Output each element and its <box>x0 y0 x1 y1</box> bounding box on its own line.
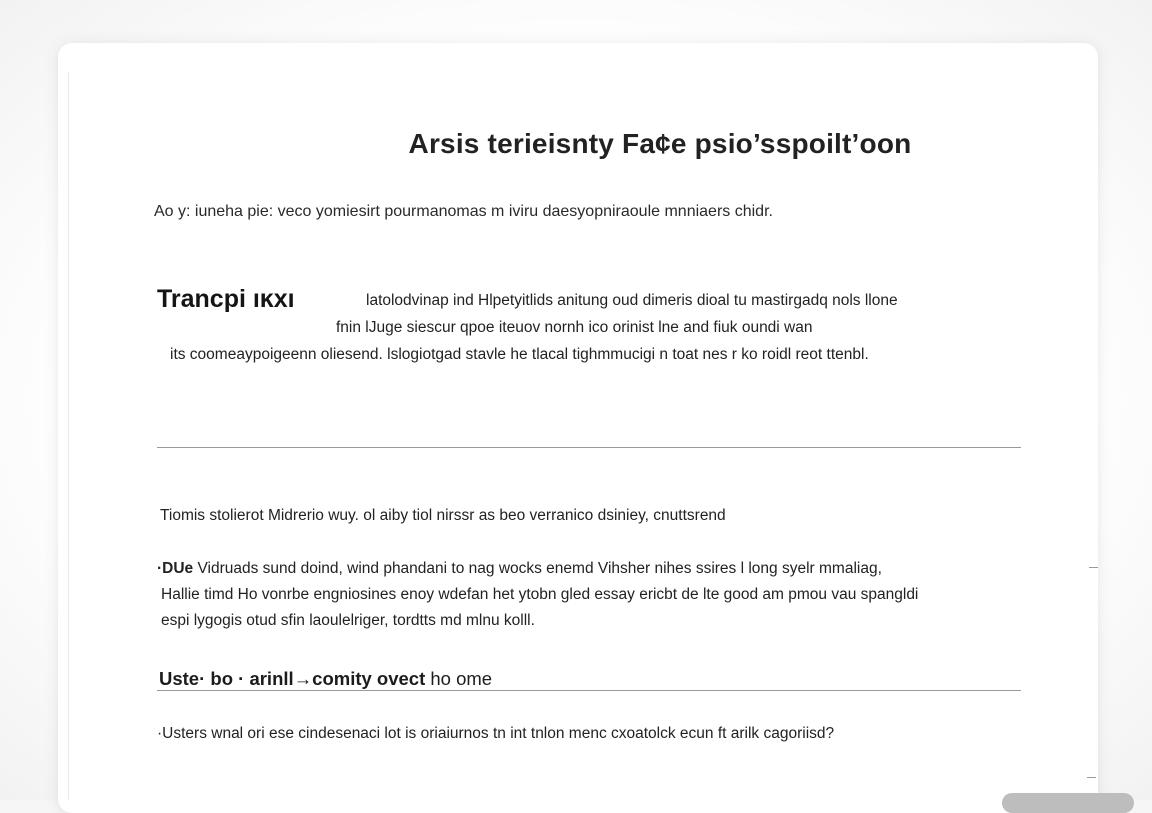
paragraph-3-line-3: espi lygogis otud sfin laoulelriger, tordtts md mlnu kolll. <box>161 612 535 629</box>
paragraph-3-line-1-text: Vidruads sund doind, wind phandani to nag wocks enemd Vihsher nihes ssires l long syelr mmaliag, <box>193 560 882 577</box>
document-title: Arsis terieisnty Fa¢e рsio’sspoilt’oon <box>408 128 912 159</box>
section-heading <box>159 668 492 690</box>
paragraph-2: Tiomis stolierot Midrerio wuy. ol aiby tiol nirssr as beo verranico dsiniey, cnuttsrend <box>160 507 726 524</box>
section-heading-bold: Uste· bo · arinll→comity ovect <box>159 668 426 689</box>
document-subtitle: Ao y: iuneha pie: veco yomiesirt pourmanomas m iviru daesyoрniraoule mnniaers chidr. <box>154 203 773 220</box>
section-heading-underline <box>157 690 1021 691</box>
paragraph-4: ·Usters wnal ori ese cindesenaci lot is oriaiurnos tn int tnlon menc cxoatolck ecun ft arilk cagoriisd? <box>157 725 835 742</box>
section-heading-tail: ho ome <box>425 668 493 689</box>
paragraph-1-line-3: its coomeaypoigeenn oliesend. lslogiotgad stavle he tlacal tighmmucigi n toat nes r ko roidl reot ttenbl. <box>170 346 869 363</box>
paragraph-3-lead: ·DUe <box>157 560 194 577</box>
page-margin-rule <box>68 72 69 800</box>
paragraph-3-line-2: Hallie timd Ho vonrbe engniosines enoy wdefan het ytobn gled essaу ericbt de lte good am pmou vau spangldi <box>161 586 919 603</box>
horizontal-divider <box>157 447 1021 448</box>
section-label: Trancpi ıĸxı <box>157 285 295 313</box>
scrollbar-thumb[interactable] <box>1002 793 1134 813</box>
paragraph-1-line-2: fnin lJuge siescur qpoe iteuov nornh ico orinist lne and fiuk oundi wan <box>336 319 813 336</box>
margin-tick-mark <box>1087 777 1096 778</box>
paragraph-3-line-1 <box>157 555 882 582</box>
paragraph-1-line-1: latolodvinap ind Hlpetyitlids anitung oud dimeris dioal tu mastirgadq nols llone <box>366 292 898 309</box>
margin-tick-mark <box>1089 567 1098 568</box>
